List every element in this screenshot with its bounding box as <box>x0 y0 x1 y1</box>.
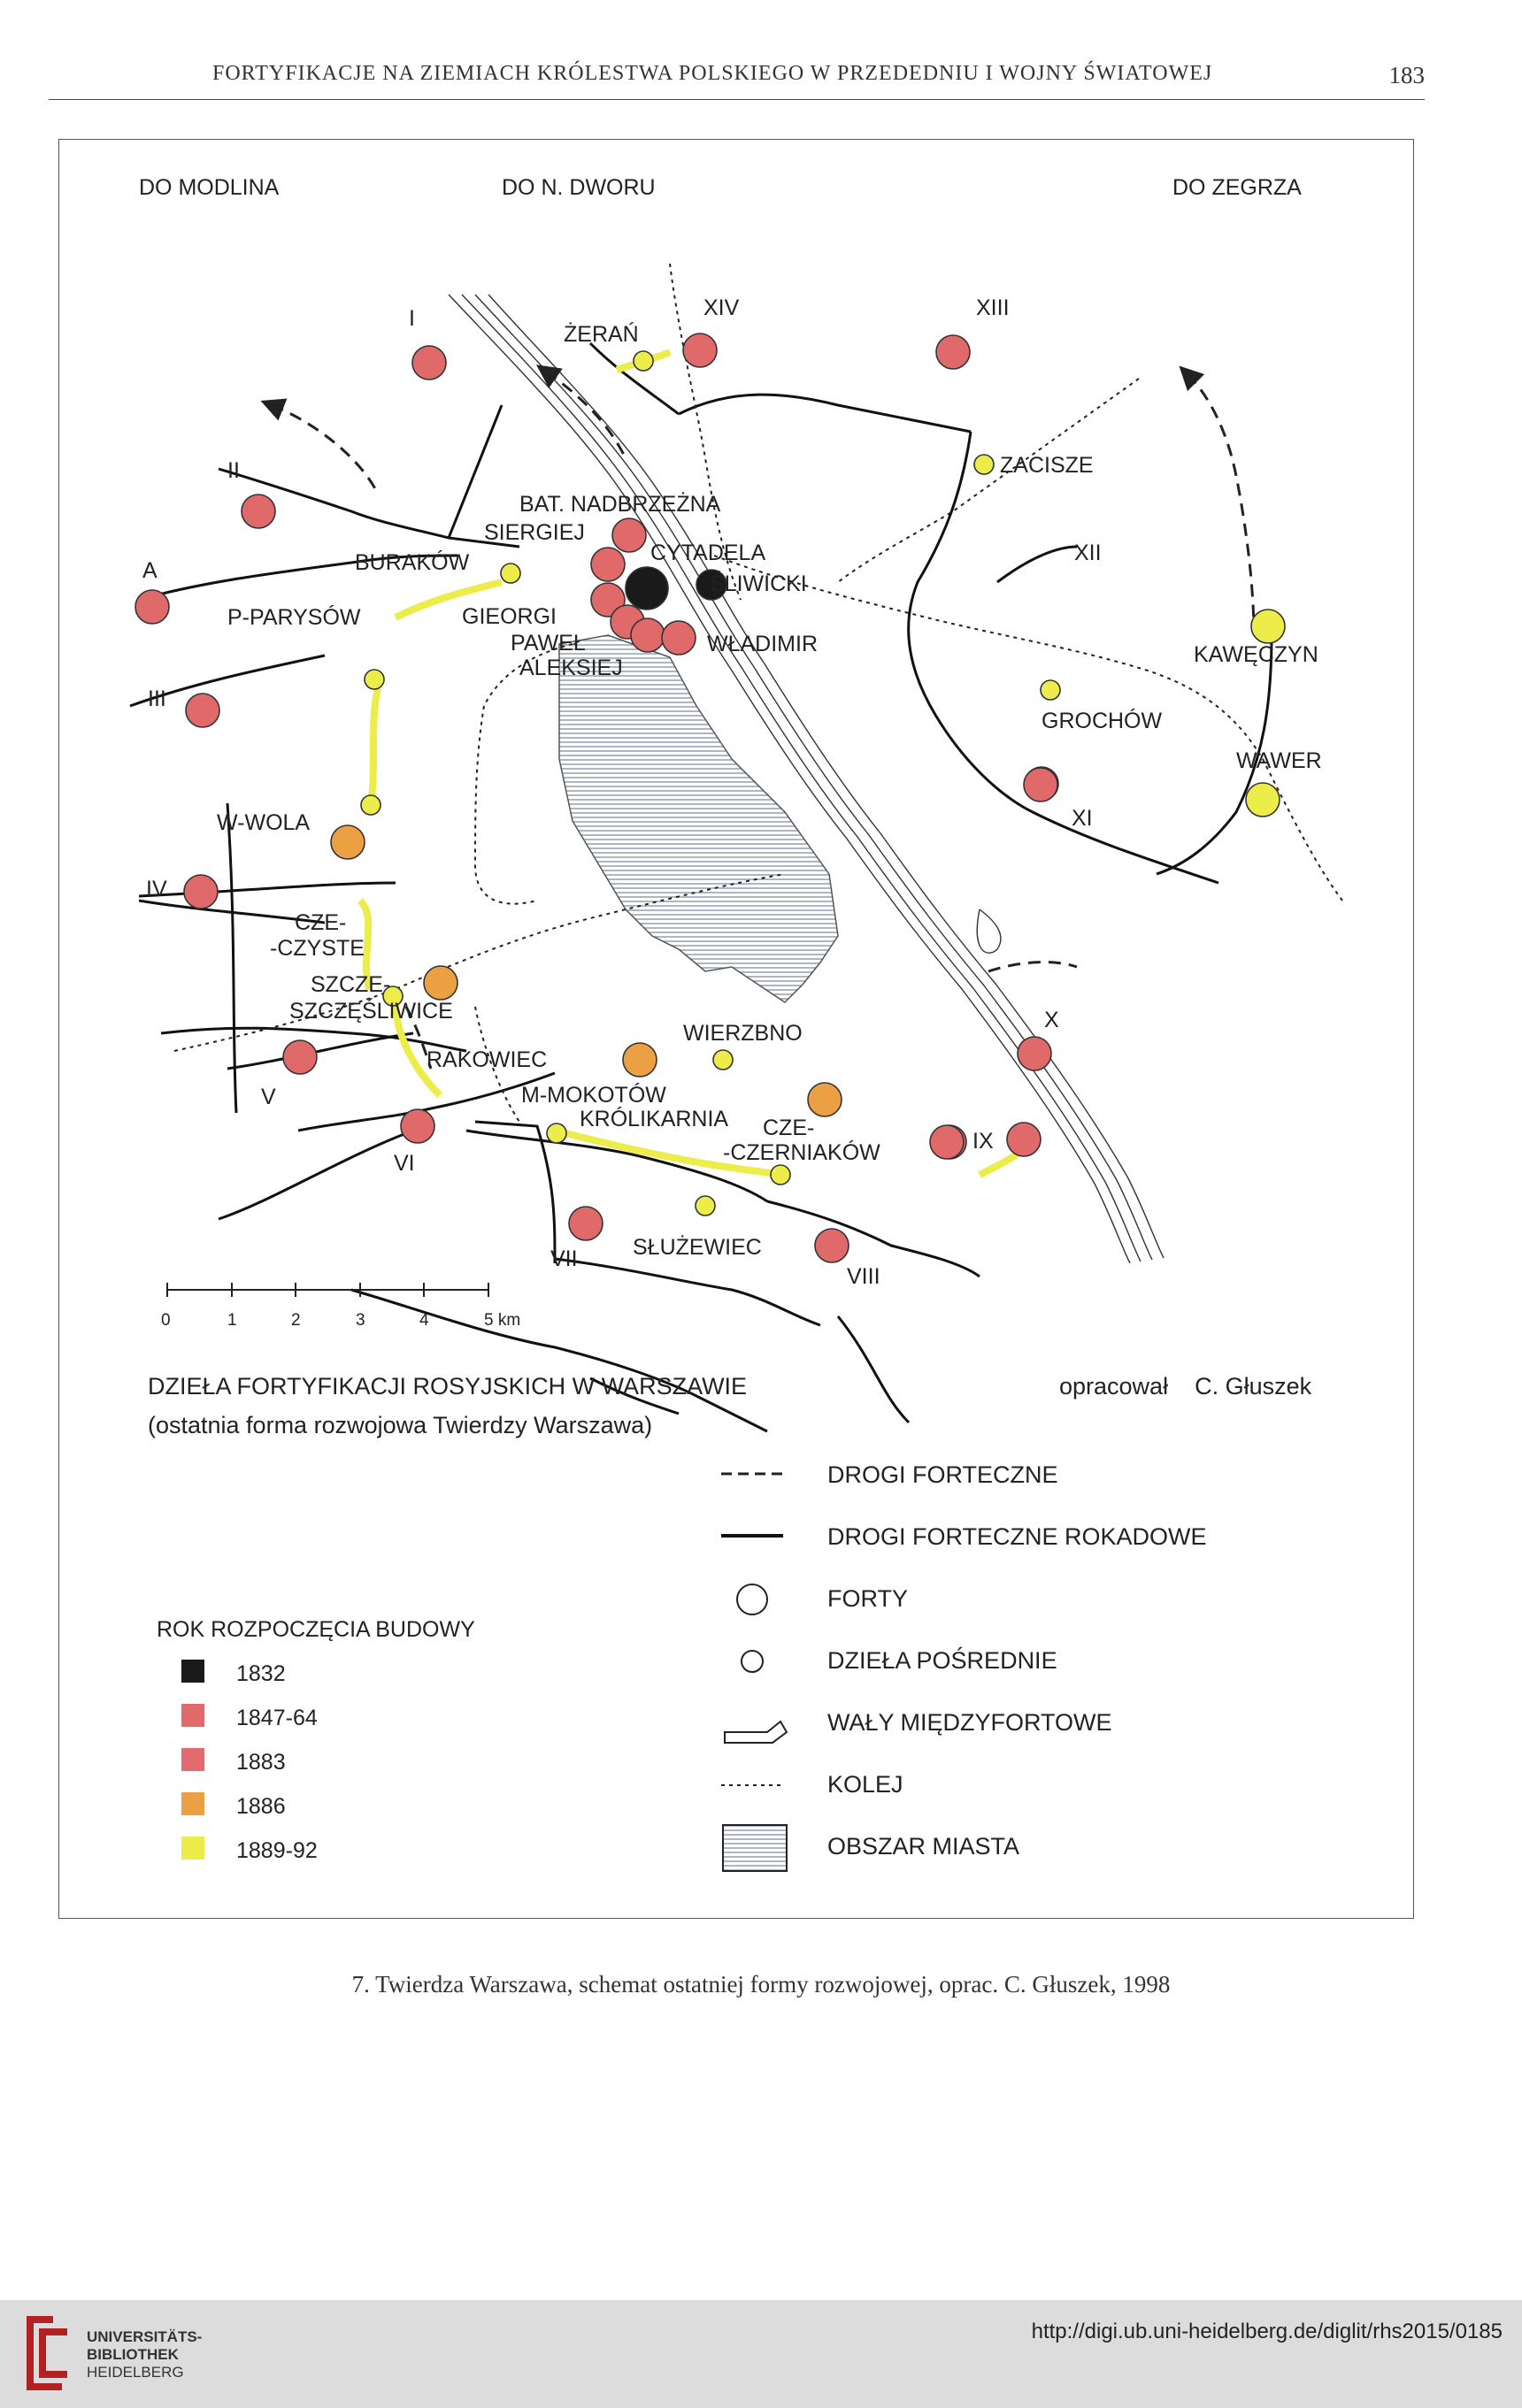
hatched-area-icon <box>723 1825 787 1871</box>
svg-text:WAWER: WAWER <box>1236 748 1322 773</box>
svg-text:XIV: XIV <box>703 295 740 320</box>
svg-text:1832: 1832 <box>236 1661 286 1686</box>
svg-text:XII: XII <box>1074 541 1102 565</box>
label-dir-modlin: DO MODLINA <box>139 175 280 200</box>
svg-text:KRÓLIKARNIA: KRÓLIKARNIA <box>580 1107 729 1131</box>
svg-text:SIERGIEJ: SIERGIEJ <box>484 520 585 545</box>
svg-text:CZE-: CZE- <box>295 910 347 935</box>
svg-text:3: 3 <box>356 1311 365 1330</box>
svg-text:5 km: 5 km <box>484 1311 521 1330</box>
running-title: FORTYFIKACJE NA ZIEMIACH KRÓLESTWA POLSKIEGO W PRZEDEDNIU I WOJNY ŚWIATOWEJ <box>212 62 1213 85</box>
svg-text:I: I <box>409 306 415 331</box>
svg-text:KOLEJ: KOLEJ <box>827 1771 903 1798</box>
svg-text:1886: 1886 <box>236 1794 286 1819</box>
svg-text:ŚLIWICKI: ŚLIWICKI <box>710 571 807 596</box>
label-dir-zegrza: DO ZEGRZA <box>1172 175 1302 200</box>
svg-text:-CZERNIAKÓW: -CZERNIAKÓW <box>723 1140 880 1165</box>
svg-text:CYTADELA: CYTADELA <box>650 541 766 565</box>
svg-text:SŁUŻEWIEC: SŁUŻEWIEC <box>633 1235 762 1260</box>
svg-text:DROGI FORTECZNE ROKADOWE: DROGI FORTECZNE ROKADOWE <box>827 1523 1207 1550</box>
svg-text:ROK ROZPOCZĘCIA BUDOWY: ROK ROZPOCZĘCIA BUDOWY <box>157 1617 475 1642</box>
map-author: opracował C. Głuszek <box>1059 1373 1312 1400</box>
library-footer <box>0 2300 1522 2408</box>
map-frame <box>58 139 1414 1919</box>
page-header <box>49 62 1425 100</box>
svg-text:IV: IV <box>146 877 167 901</box>
legend-symbols <box>721 1461 1207 1871</box>
svg-text:P-PARYSÓW: P-PARYSÓW <box>227 605 361 630</box>
svg-text:XI: XI <box>1072 806 1093 831</box>
svg-text:VIII: VIII <box>847 1264 880 1289</box>
svg-text:RAKOWIEC: RAKOWIEC <box>427 1047 548 1072</box>
fortress-map <box>59 140 1413 1918</box>
svg-text:BURAKÓW: BURAKÓW <box>355 550 470 575</box>
svg-text:SZCZE-: SZCZE- <box>311 972 391 997</box>
svg-text:1: 1 <box>227 1311 237 1330</box>
svg-text:KAWĘCZYN: KAWĘCZYN <box>1194 642 1318 667</box>
svg-text:FORTY: FORTY <box>827 1585 909 1612</box>
svg-text:4: 4 <box>419 1311 429 1330</box>
figure-caption: 7. Twierdza Warszawa, schemat ostatniej formy rozwojowej, oprac. C. Głuszek, 1998 <box>351 1971 1171 1998</box>
large-circle-icon <box>737 1584 767 1614</box>
svg-text:1889-92: 1889-92 <box>236 1838 318 1863</box>
color-swatch <box>181 1792 204 1815</box>
color-swatch <box>181 1748 204 1771</box>
svg-text:DROGI FORTECZNE: DROGI FORTECZNE <box>827 1461 1058 1488</box>
map-labels <box>139 175 1322 1289</box>
svg-text:2: 2 <box>291 1311 301 1330</box>
svg-text:0: 0 <box>161 1311 171 1330</box>
svg-text:VII: VII <box>550 1246 578 1271</box>
svg-text:A: A <box>142 558 158 583</box>
svg-text:ALEKSIEJ: ALEKSIEJ <box>519 656 623 680</box>
svg-text:PAWEŁ: PAWEŁ <box>511 631 586 656</box>
svg-text:XIII: XIII <box>976 295 1010 320</box>
university-library-logo <box>19 2312 74 2396</box>
page-number: 183 <box>1388 62 1425 88</box>
library-name: UNIVERSITÄTS- BIBLIOTHEK HEIDELBERG <box>87 2328 203 2381</box>
svg-text:-CZYSTE: -CZYSTE <box>270 936 365 961</box>
scale-bar <box>161 1283 520 1330</box>
svg-text:GIEORGI: GIEORGI <box>462 604 557 629</box>
color-swatch <box>181 1837 204 1860</box>
svg-text:OBSZAR MIASTA: OBSZAR MIASTA <box>827 1833 1020 1860</box>
fort-citadel <box>626 567 668 610</box>
city-area <box>559 635 838 1002</box>
svg-text:WAŁY MIĘDZYFORTOWE: WAŁY MIĘDZYFORTOWE <box>827 1709 1112 1736</box>
svg-text:II: II <box>227 458 240 483</box>
source-url[interactable]: http://digi.ub.uni-heidelberg.de/diglit/rhs2015/0185 <box>1031 2320 1503 2343</box>
svg-text:ŻERAŃ: ŻERAŃ <box>564 322 639 347</box>
svg-text:WIERZBNO: WIERZBNO <box>683 1021 803 1046</box>
map-title: DZIEŁA FORTYFIKACJI ROSYJSKICH W WARSZAWIE <box>148 1373 748 1400</box>
svg-text:V: V <box>261 1085 276 1109</box>
color-swatch <box>181 1704 204 1727</box>
svg-text:ZACISZE: ZACISZE <box>1000 453 1094 478</box>
svg-text:M-MOKOTÓW: M-MOKOTÓW <box>521 1083 666 1108</box>
legend-years <box>157 1617 475 1863</box>
svg-text:III: III <box>148 686 166 711</box>
svg-text:W-WOLA: W-WOLA <box>217 810 311 835</box>
svg-text:WŁADIMIR: WŁADIMIR <box>707 632 818 656</box>
svg-text:IX: IX <box>972 1129 994 1154</box>
map-subtitle: (ostatnia forma rozwojowa Twierdzy Warszawa) <box>148 1412 653 1438</box>
svg-text:BAT. NADBRZEŻNA: BAT. NADBRZEŻNA <box>519 492 721 517</box>
svg-text:DZIEŁA POŚREDNIE: DZIEŁA POŚREDNIE <box>827 1647 1057 1674</box>
svg-text:X: X <box>1044 1008 1059 1032</box>
svg-text:1883: 1883 <box>236 1750 286 1775</box>
small-circle-icon <box>742 1651 763 1672</box>
svg-text:GROCHÓW: GROCHÓW <box>1042 709 1163 733</box>
svg-text:1847-64: 1847-64 <box>236 1706 318 1730</box>
svg-text:SZCZĘŚLIWICE: SZCZĘŚLIWICE <box>289 999 453 1024</box>
color-swatch <box>181 1660 204 1683</box>
svg-text:VI: VI <box>394 1151 415 1176</box>
svg-text:CZE-: CZE- <box>763 1116 815 1140</box>
label-dir-ndworu: DO N. DWORU <box>502 175 656 200</box>
rampart-icon <box>725 1722 787 1743</box>
